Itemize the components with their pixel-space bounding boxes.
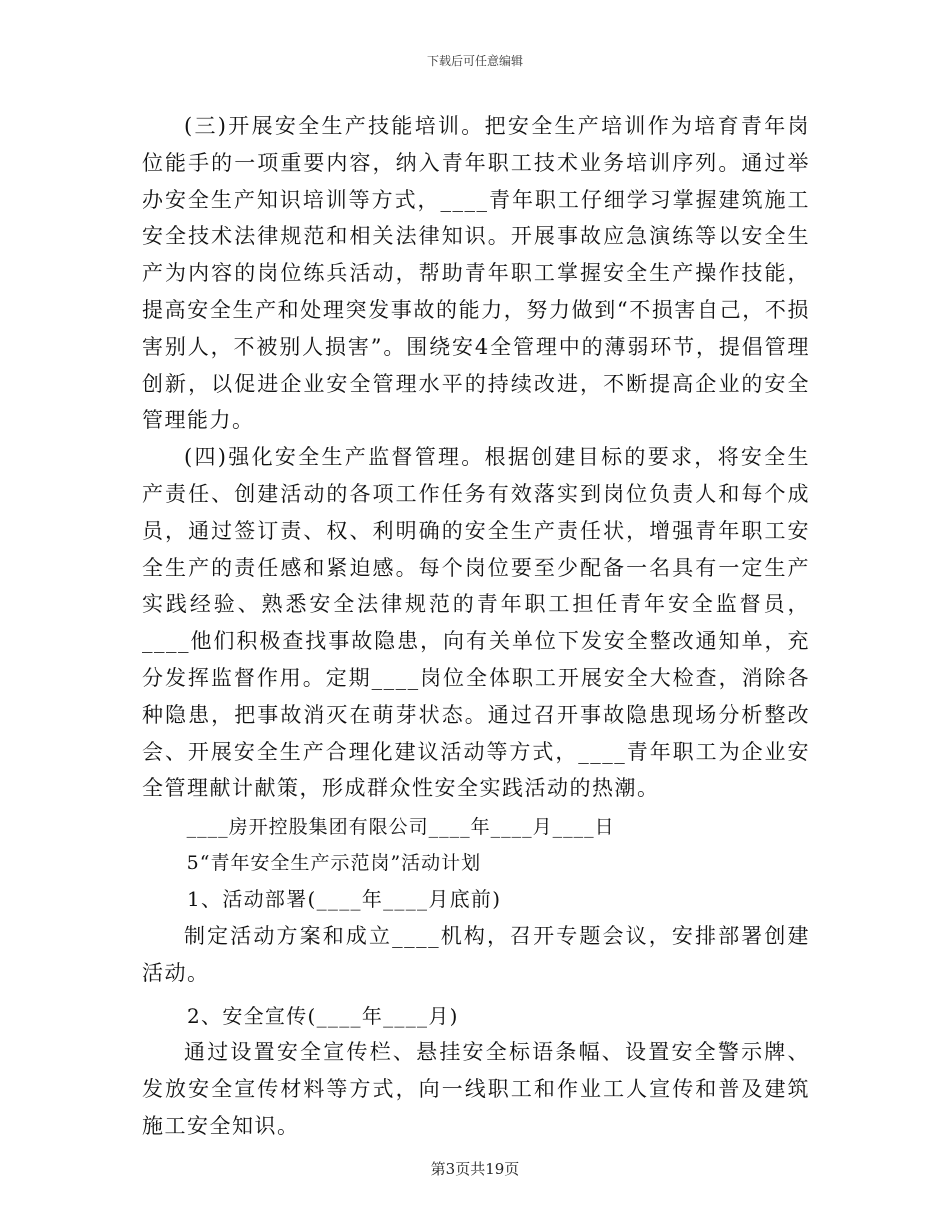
- item-2-text: 通过设置安全宣传栏、悬挂安全标语条幅、设置安全警示牌、发放安全宣传材料等方式，向一线职工和作业工人宣传和普及建筑施工安全知识。: [142, 1040, 810, 1138]
- item-1-text: 制定活动方案和成立____机构，召开专题会议，安排部署创建活动。: [142, 923, 810, 985]
- activity-plan-title: 5“青年安全生产示范岗”活动计划: [186, 852, 482, 875]
- paragraph-supervision: (四)强化安全生产监督管理。根据创建目标的要求，将安全生产责任、创建活动的各项工作任务有效落实到岗位负责人和每个成员，通过签订责、权、利明确的安全生产责任状，增强青年职工安全生产的责任感和紧迫感。每个岗位要至少配备一名具有一定生产实践经验、熟悉安全法律规范的青年职工担任青年安全监督员，____他们积极查找事故隐患，向有关单位下发安全整改通知单，充分发挥监督作用。定期____岗位全体职工开展安全大检查，消除各种隐患，把事故消灭在萌芽状态。通过召开事故隐患现场分析整改会、开展安全生产合理化建议活动等方式，____青年职工为企业安全管理献计献策，形成群众性安全实践活动的热潮。: [142, 445, 810, 801]
- page-number-footer: 第3页共19页: [430, 1160, 520, 1178]
- item-1-heading: 1、活动部署(____年____月底前): [187, 887, 502, 912]
- document-body: [142, 108, 810, 1145]
- company-signature-line: ____房开控股集团有限公司____年____月____日: [186, 816, 615, 839]
- item-2-heading: 2、安全宣传(____年____月): [187, 1003, 459, 1028]
- paragraph-skills-training: (三)开展安全生产技能培训。把安全生产培训作为培育青年岗位能手的一项重要内容，纳入青年职工技术业务培训序列。通过举办安全生产知识培训等方式，____青年职工仔细学习掌握建筑施工安全技术法律规范和相关法律知识。开展事故应急演练等以安全生产为内容的岗位练兵活动，帮助青年职工掌握安全生产操作技能，提高安全生产和处理突发事故的能力，努力做到“不损害自己，不损害别人，不被别人损害”。围绕安4全管理中的薄弱环节，提倡管理创新，以促进企业安全管理水平的持续改进，不断提高企业的安全管理能力。: [142, 114, 810, 433]
- page-header-note: 下载后可任意编辑: [426, 54, 523, 68]
